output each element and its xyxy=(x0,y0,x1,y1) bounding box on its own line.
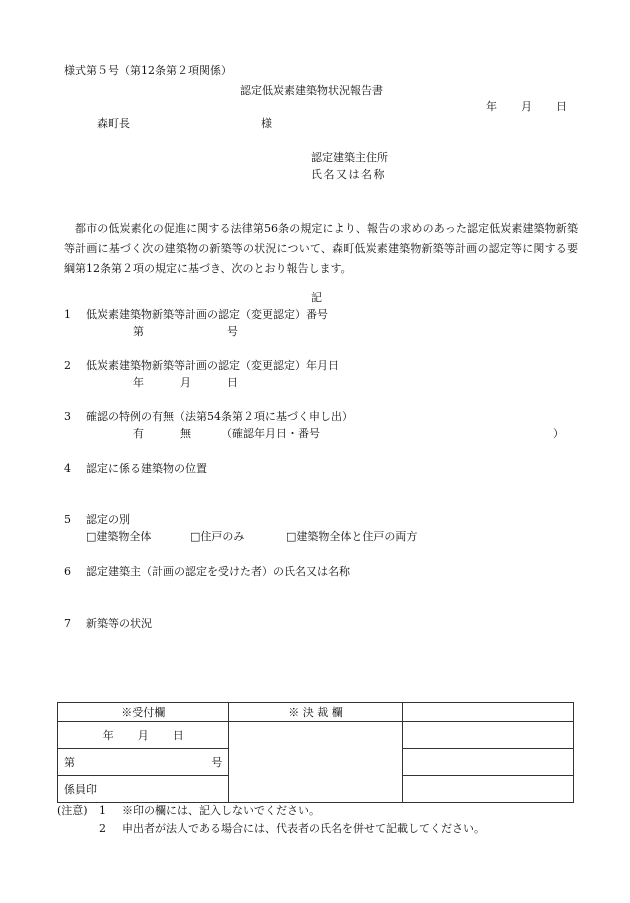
note-number: 1 xyxy=(99,804,106,817)
item-label: 確認の特例の有無（法第54条第２項に基づく申し出） xyxy=(86,410,353,423)
item-number: 2 xyxy=(64,359,71,372)
item-sub-dai: 第 xyxy=(133,325,144,338)
receipt-dai-label: 第 xyxy=(64,755,75,769)
item-sub-close-paren: ） xyxy=(553,427,564,440)
receipt-header: ※受付欄 xyxy=(58,703,229,722)
blank-cell[interactable] xyxy=(402,776,573,803)
item-sub-go: 号 xyxy=(227,325,238,338)
item-label: 低炭素建築物新築等計画の認定（変更認定）番号 xyxy=(86,308,328,321)
receipt-year-label: 年 xyxy=(102,728,114,742)
note-number: 2 xyxy=(99,822,106,835)
item-number: 3 xyxy=(64,410,71,423)
item-number: 5 xyxy=(64,513,71,526)
date-month-label: 月 xyxy=(521,100,532,113)
approval-header: ※ 決 裁 欄 xyxy=(229,703,402,722)
form-number: 様式第５号（第12条第２項関係） xyxy=(64,64,232,77)
date-year-label: 年 xyxy=(486,100,497,113)
item-sub-confirm: （確認年月日・番号 xyxy=(221,427,320,440)
item-sub-no: 無 xyxy=(180,427,191,440)
item-label: 認定建築主（計画の認定を受けた者）の氏名又は名称 xyxy=(86,565,350,578)
date-day-label: 日 xyxy=(556,100,567,113)
receipt-number-cell[interactable] xyxy=(58,749,229,776)
item-number: 7 xyxy=(64,617,71,630)
item-sub-day: 日 xyxy=(227,376,238,389)
item-number: 4 xyxy=(64,462,71,475)
officer-seal-label: 係員印 xyxy=(64,782,97,796)
item-label: 新築等の状況 xyxy=(86,617,152,630)
notes-label: (注意) xyxy=(57,804,88,817)
approval-cell[interactable] xyxy=(229,722,402,803)
option-both[interactable]: □建築物全体と住戸の両方 xyxy=(286,530,418,543)
body-paragraph: 都市の低炭素化の促進に関する法律第56条の規定により、報告の求めのあった認定低炭素建築物新築等計画に基づく次の建築物の新築等の状況について、森町低炭素建築物新築等計画の認定等に関する要綱第12条第２項の規定に基づき、次のとおり報告します。 xyxy=(64,222,578,275)
blank-cell[interactable] xyxy=(402,749,573,776)
receipt-day-label: 日 xyxy=(172,728,184,742)
applicant-address-label: 認定建築主住所 xyxy=(311,151,388,164)
applicant-name-label: 氏名又は名称 xyxy=(311,168,386,181)
receipt-go-label: 号 xyxy=(211,755,223,769)
receipt-table xyxy=(57,702,574,803)
item-number: 6 xyxy=(64,565,71,578)
receipt-month-label: 月 xyxy=(137,728,149,742)
addressee-name: 森町長 xyxy=(97,117,130,130)
option-whole-building[interactable]: □建築物全体 xyxy=(86,530,152,543)
item-label: 低炭素建築物新築等計画の認定（変更認定）年月日 xyxy=(86,359,339,372)
page-title: 認定低炭素建築物状況報告書 xyxy=(240,84,383,97)
ki-heading: 記 xyxy=(311,291,322,304)
item-label: 認定の別 xyxy=(86,513,130,526)
option-units-only[interactable]: □住戸のみ xyxy=(190,530,245,543)
note-text: ※印の欄には、記入しないでください。 xyxy=(122,804,320,817)
item-number: 1 xyxy=(64,308,71,321)
receipt-date-cell[interactable] xyxy=(58,722,229,749)
table-row xyxy=(58,722,574,749)
item-sub-yes: 有 xyxy=(133,427,144,440)
note-text: 申出者が法人である場合には、代表者の氏名を併せて記載してください。 xyxy=(122,822,485,835)
item-sub-year: 年 xyxy=(133,376,144,389)
table-header-row xyxy=(58,703,574,722)
blank-cell[interactable] xyxy=(402,722,573,749)
addressee-suffix: 様 xyxy=(261,117,272,130)
officer-seal-cell[interactable] xyxy=(58,776,229,803)
item-label: 認定に係る建築物の位置 xyxy=(86,462,207,475)
item-sub-month: 月 xyxy=(180,376,191,389)
blank-header xyxy=(402,703,573,722)
